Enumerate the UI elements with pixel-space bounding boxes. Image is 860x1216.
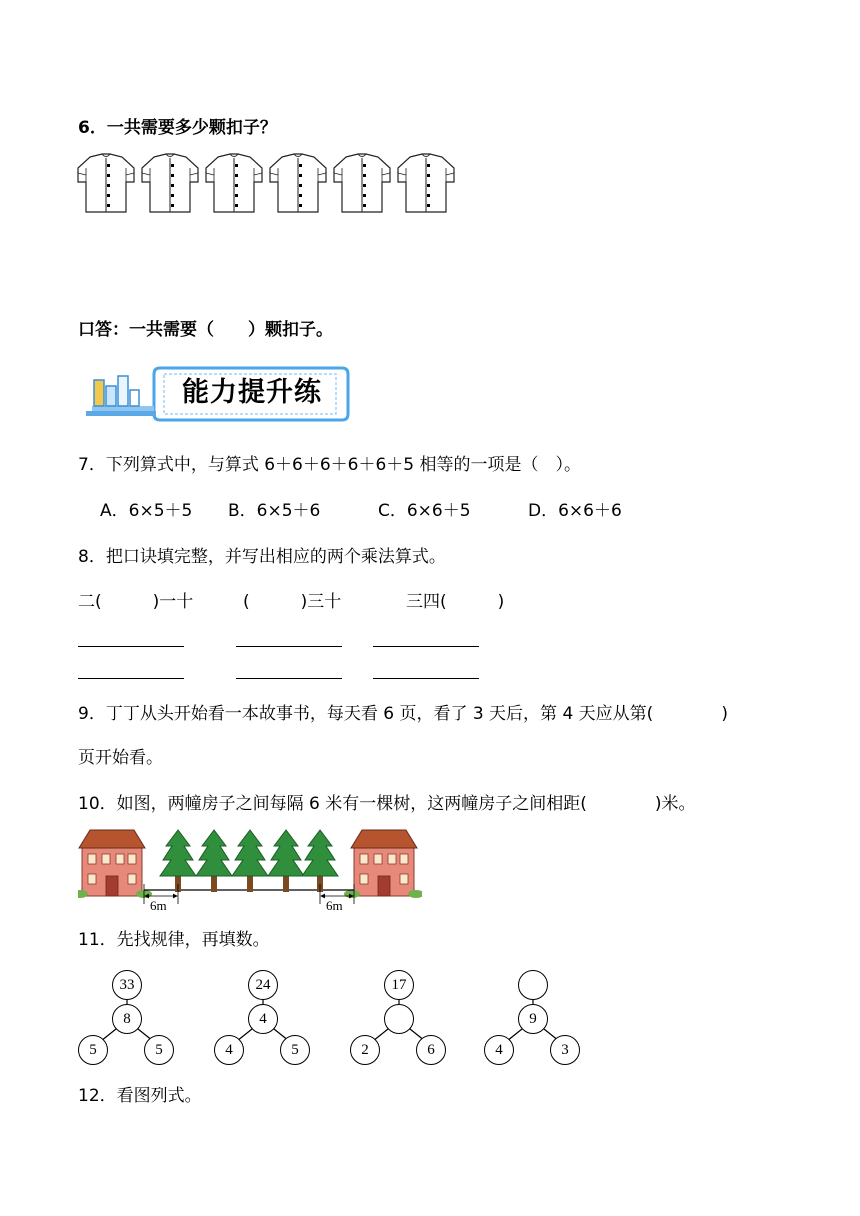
q6-title: 6．一共需要多少颗扣子？ [78, 118, 277, 138]
q6-answer-line: 口答：一共需要（ ）颗扣子。 [78, 320, 333, 340]
pattern-left-circle: 2 [350, 1035, 380, 1065]
answer-line[interactable] [78, 646, 184, 647]
pattern-middle-circle: 4 [248, 1004, 278, 1034]
number-pattern-figure [76, 968, 596, 1068]
q12-stem: 12．看图列式。 [78, 1086, 202, 1106]
q10-stem: 10．如图，两幢房子之间每隔 6 米有一棵树，这两幢房子之间相距( )米。 [78, 794, 696, 814]
pattern-right-circle: 6 [416, 1035, 446, 1065]
q8-stem: 8．把口诀填完整，并写出相应的两个乘法算式。 [78, 547, 446, 567]
q8-item-2: ( )三十 [243, 592, 342, 612]
q11-stem: 11．先找规律，再填数。 [78, 930, 270, 950]
pattern-top-circle: 17 [384, 970, 414, 1000]
answer-line[interactable] [236, 678, 342, 679]
q9-line-1: 9．丁丁从头开始看一本故事书，每天看 6 页，看了 3 天后，第 4 天应从第( ) [78, 704, 728, 724]
answer-line[interactable] [373, 678, 479, 679]
pattern-right-circle: 3 [550, 1035, 580, 1065]
pattern-left-circle: 5 [78, 1035, 108, 1065]
pattern-top-circle: 33 [112, 970, 142, 1000]
distance-label: 6m [326, 898, 343, 913]
houses-trees-illustration [78, 826, 422, 914]
answer-line[interactable] [236, 646, 342, 647]
pattern-right-circle: 5 [280, 1035, 310, 1065]
pattern-right-circle: 5 [144, 1035, 174, 1065]
answer-line[interactable] [373, 646, 479, 647]
q7-stem: 7．下列算式中，与算式 6＋6＋6＋6＋6＋5 相等的一项是（ ）。 [78, 455, 582, 475]
pattern-top-circle-blank[interactable] [518, 970, 548, 1000]
q7-option-c[interactable]: C．6×6＋5 [378, 501, 471, 521]
q8-item-1: 二( )一十 [78, 592, 194, 612]
q8-item-3: 三四( ) [406, 592, 505, 612]
answer-line[interactable] [78, 678, 184, 679]
shirts-illustration [76, 152, 466, 214]
pattern-left-circle: 4 [214, 1035, 244, 1065]
pattern-top-circle: 24 [248, 970, 278, 1000]
q7-option-a[interactable]: A．6×5＋5 [100, 501, 193, 521]
pattern-middle-circle-blank[interactable] [384, 1004, 414, 1034]
pattern-left-circle: 4 [484, 1035, 514, 1065]
q7-option-b[interactable]: B．6×5＋6 [228, 501, 321, 521]
banner-title: 能力提升练 [182, 377, 322, 408]
section-banner [86, 362, 350, 424]
distance-label: 6m [150, 898, 167, 913]
pattern-middle-circle: 8 [112, 1004, 142, 1034]
q7-option-d[interactable]: D．6×6＋6 [528, 501, 622, 521]
pattern-middle-circle: 9 [518, 1004, 548, 1034]
q9-line-2: 页开始看。 [78, 748, 163, 768]
